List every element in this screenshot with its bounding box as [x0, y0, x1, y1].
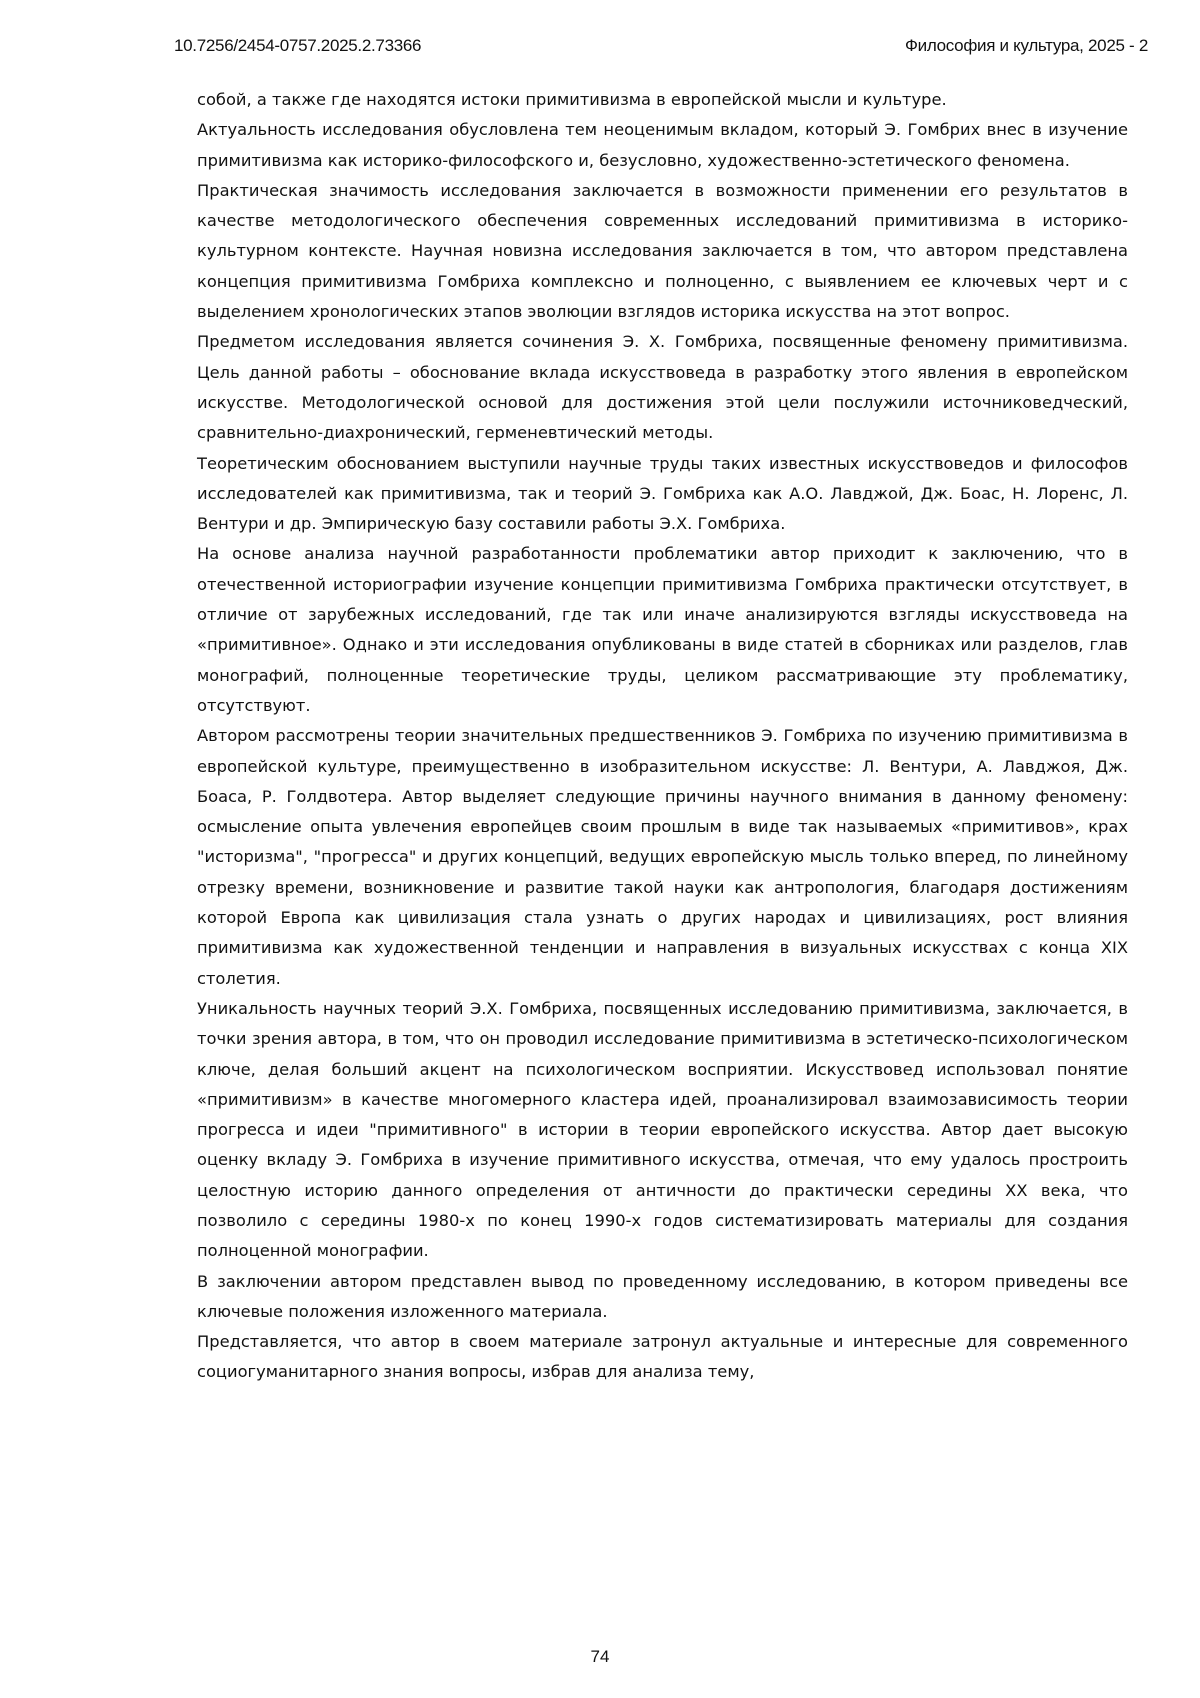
paragraph: Теоретическим обоснованием выступили научные труды таких известных искусствоведов и философов исследователей как примитивизма, так и теорий Э. Гомбриха как А.О. Лавджой, Дж. Боас, Н. Лоренс, Л. Вентури и др. Эмпирическую базу составили работы Э.Х. Гомбриха.	[197, 449, 1128, 540]
paragraph: Уникальность научных теорий Э.Х. Гомбриха, посвященных исследованию примитивизма, заключается, в точки зрения автора, в том, что он проводил исследование примитивизма в эстетическо-психологическом ключе, делая больший акцент на психологическом восприятии. Искусствовед использовал понятие «примитивизм» в качестве многомерного кластера идей, проанализировал взаимозависимость теории прогресса и идеи "примитивного" в истории в теории европейского искусства. Автор дает высокую оценку вкладу Э. Гомбриха в изучение примитивного искусства, отмечая, что ему удалось простроить целостную историю данного определения от античности до практически середины XX века, что позволило с середины 1980-х по конец 1990-х годов систематизировать материалы для создания полноценной монографии.	[197, 994, 1128, 1267]
paragraph: Практическая значимость исследования заключается в возможности применении его результатов в качестве методологического обеспечения современных исследований примитивизма в историко-культурном контексте. Научная новизна исследования заключается в том, что автором представлена концепция примитивизма Гомбриха комплексно и полноценно, с выявлением ее ключевых черт и с выделением хронологических этапов эволюции взглядов историка искусства на этот вопрос.	[197, 176, 1128, 327]
paragraph: собой, а также где находятся истоки примитивизма в европейской мысли и культуре.	[197, 85, 1128, 115]
paragraph: Актуальность исследования обусловлена тем неоценимым вкладом, который Э. Гомбрих внес в изучение примитивизма как историко-философского и, безусловно, художественно-эстетического феномена.	[197, 115, 1128, 176]
paragraph: Представляется, что автор в своем материале затронул актуальные и интересные для современного социогуманитарного знания вопросы, избрав для анализа тему,	[197, 1327, 1128, 1388]
doi-label: 10.7256/2454-0757.2025.2.73366	[174, 36, 421, 56]
paragraph: Предметом исследования является сочинения Э. Х. Гомбриха, посвященные феномену примитивизма. Цель данной работы – обоснование вклада искусствоведа в разработку этого явления в европейском искусстве. Методологической основой для достижения этой цели послужили источниковедческий, сравнительно-диахронический, герменевтический методы.	[197, 327, 1128, 448]
journal-title: Философия и культура, 2025 - 2	[905, 36, 1148, 56]
page-header	[174, 36, 1148, 62]
body-text	[197, 85, 1128, 1388]
paragraph: На основе анализа научной разработанности проблематики автор приходит к заключению, что в отечественной историографии изучение концепции примитивизма Гомбриха практически отсутствует, в отличие от зарубежных исследований, где так или иначе анализируются взгляды искусствоведа на «примитивное». Однако и эти исследования опубликованы в виде статей в сборниках или разделов, глав монографий, полноценные теоретические труды, целиком рассматривающие эту проблематику, отсутствуют.	[197, 539, 1128, 721]
paragraph: В заключении автором представлен вывод по проведенному исследованию, в котором приведены все ключевые положения изложенного материала.	[197, 1267, 1128, 1328]
page-number: 74	[0, 1647, 1200, 1667]
paragraph: Автором рассмотрены теории значительных предшественников Э. Гомбриха по изучению примитивизма в европейской культуре, преимущественно в изобразительном искусстве: Л. Вентури, А. Лавджоя, Дж. Боаса, Р. Голдвотера. Автор выделяет следующие причины научного внимания в данному феномену: осмысление опыта увлечения европейцев своим прошлым в виде так называемых «примитивов», крах "историзма", "прогресса" и других концепций, ведущих европейскую мысль только вперед, по линейному отрезку времени, возникновение и развитие такой науки как антропология, благодаря достижениям которой Европа как цивилизация стала узнать о других народах и цивилизациях, рост влияния примитивизма как художественной тенденции и направления в визуальных искусствах с конца XIX столетия.	[197, 721, 1128, 994]
